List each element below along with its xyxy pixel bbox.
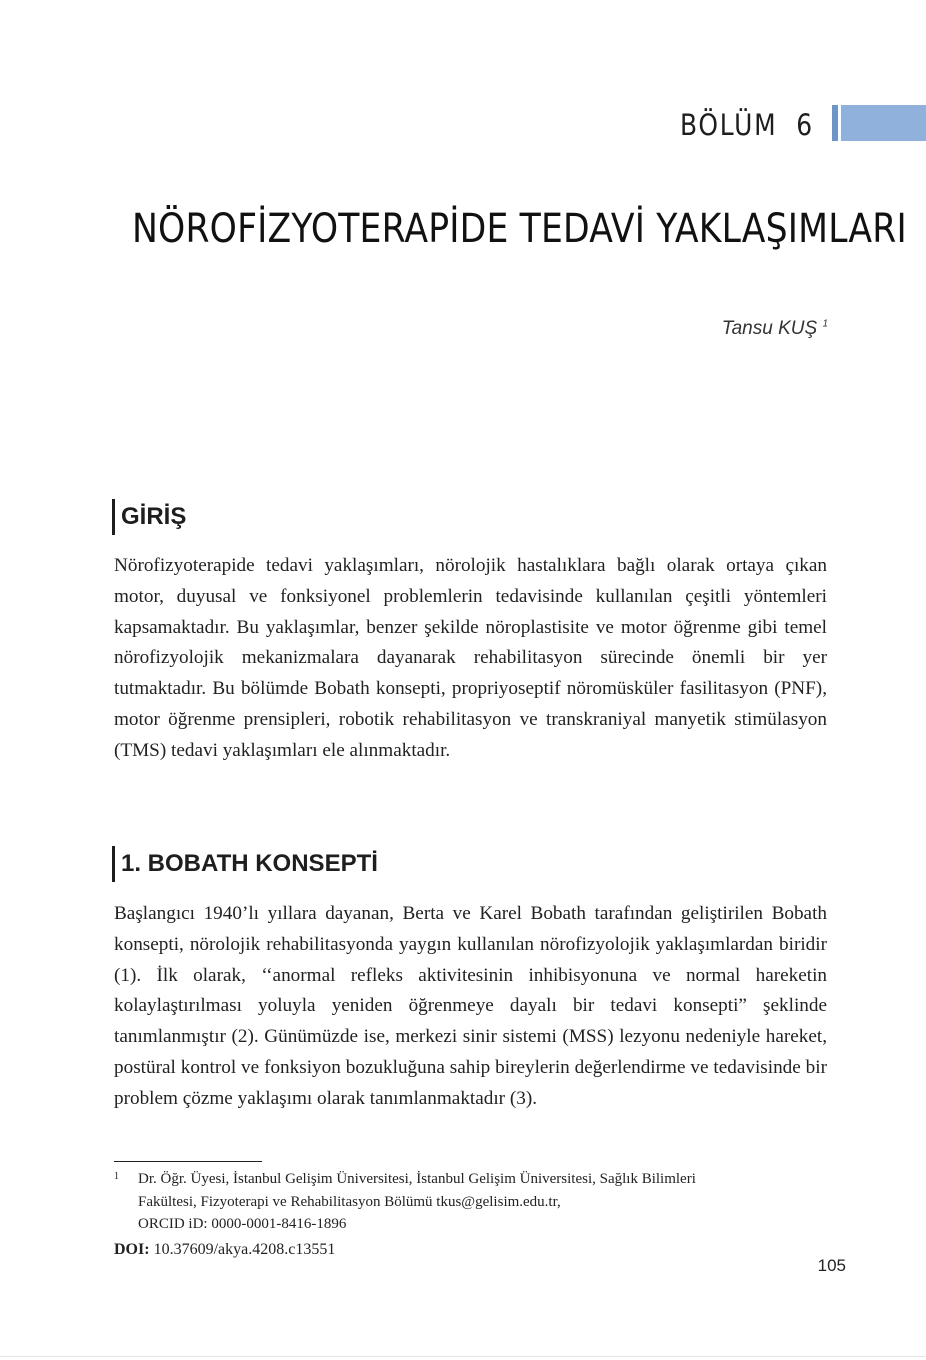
page-number: 105: [817, 1256, 846, 1275]
footnote-mark: 1: [114, 1171, 119, 1182]
author-footnote-ref: 1: [822, 318, 828, 330]
author-name: Tansu KUŞ: [721, 318, 818, 339]
chapter-accent-stripe: [832, 105, 841, 141]
page-bottom-edge: [0, 1356, 926, 1357]
section-heading-giris: GİRİŞ: [112, 499, 186, 535]
footnote-line-affiliation: Dr. Öğr. Üyesi, İstanbul Gelişim Üniversitesi, İstanbul Gelişim Üniversitesi, Sağlık Bilimleri: [138, 1171, 696, 1187]
section-body-bobath: Başlangıcı 1940’lı yıllara dayanan, Berta ve Karel Bobath tarafından geliştirilen Bobath konsepti, nörolojik rehabilitasyonda yaygın kullanılan nörofizyolojik yaklaşımlardan biridir (1). İlk olarak, ‘‘anormal refleks aktivitesinin inhibisyonuna ve normal hareketin kolaylaştırılması yoluyla yeniden öğrenmeye dayalı bir tedavi konsepti” şeklinde tanımlanmıştır (2). Günümüzde ise, merkezi sinir sistemi (MSS) lezyonu nedeniyle hareket, postüral kontrol ve fonksiyon bozukluğuna sahip bireylerin değerlendirme ve tedavisinde bir problem çözme yaklaşımı olarak tanımlanmaktadır (3).: [114, 903, 827, 1109]
section-body-giris: Nörofizyoterapide tedavi yaklaşımları, nörolojik hastalıklara bağlı olarak ortaya çıkan motor, duyusal ve fonksiyonel problemlerin tedavisinde kullanılan çeşitli yöntemleri kapsamaktadır. Bu yaklaşımlar, benzer şekilde nöroplastisite ve motor öğrenme gibi temel nörofizyolojik mekanizmalara dayanarak rehabilitasyon sürecinde önemli bir yer tutmaktadır. Bu bölümde Bobath konsepti, propriyoseptif nöromüsküler fasilitasyon (PNF), motor öğrenme prensipleri, robotik rehabilitasyon ve transkraniyal manyetik stimülasyon (TMS) tedavi yaklaşımları ele alınmaktadır.: [114, 555, 827, 761]
chapter-label: [680, 108, 814, 142]
chapter-label-text: BÖLÜM: [680, 108, 778, 142]
footnote-line-orcid: ORCID iD: 0000-0001-8416-1896: [138, 1216, 347, 1232]
chapter-number: 6: [796, 108, 814, 142]
footnote-divider: [114, 1161, 262, 1162]
footnote-line-department: Fakültesi, Fizyoterapi ve Rehabilitasyon Bölümü tkus@gelisim.edu.tr,: [138, 1193, 561, 1210]
chapter-accent-bar: [832, 105, 926, 141]
chapter-title: NÖROFİZYOTERAPİDE TEDAVİ YAKLAŞIMLARI: [132, 206, 907, 252]
section-heading-bobath: 1. BOBATH KONSEPTİ: [112, 846, 378, 882]
footnote: [114, 1168, 814, 1236]
doi-value: 10.37609/akya.4208.c13551: [153, 1241, 336, 1258]
doi: [114, 1241, 335, 1259]
author: [722, 318, 828, 340]
doi-label: DOI:: [114, 1241, 150, 1258]
